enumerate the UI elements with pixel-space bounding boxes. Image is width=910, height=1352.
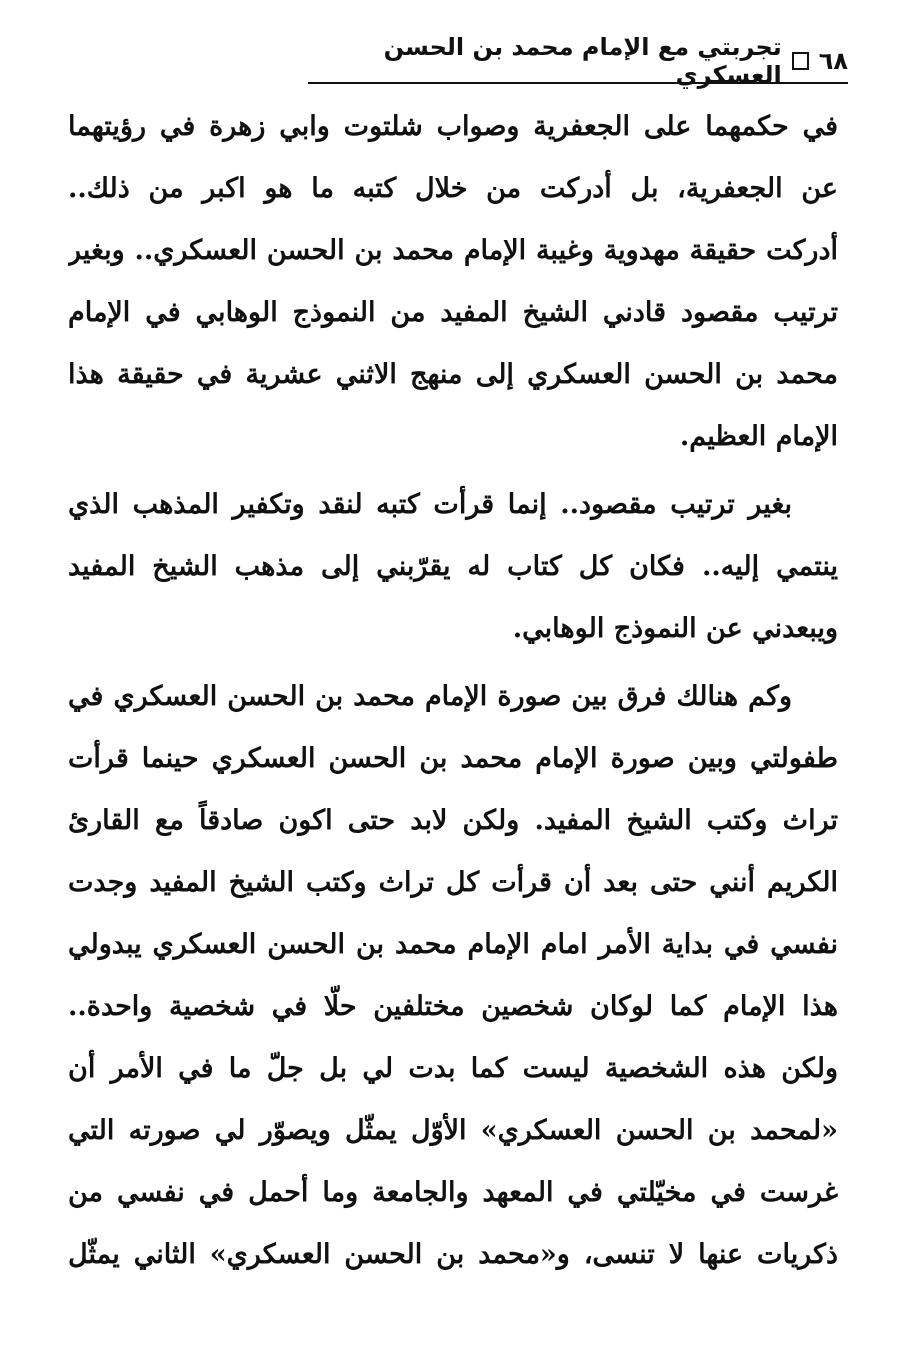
text-line: الإمام العظيم. bbox=[679, 421, 838, 452]
running-header bbox=[308, 33, 848, 89]
page-number: ٦٨ bbox=[818, 47, 848, 75]
text-line: «لمحمد بن الحسن العسكري» الأوّل يمثّل ويصوّر لي صورته التي bbox=[68, 1115, 838, 1146]
text-line: الكريم أنني حتى بعد أن قرأت كل تراث وكتب الشيخ المفيد وجدت bbox=[68, 867, 838, 898]
text-line: هذا الإمام كما لوكان شخصين مختلفين حلّا في شخصية واحدة.. bbox=[68, 991, 838, 1022]
text-line: تراث وكتب الشيخ المفيد. ولكن لابد حتى اكون صادقاً مع القارئ bbox=[68, 805, 838, 836]
text-line: ويبعدني عن النموذج الوهابي. bbox=[512, 613, 838, 644]
text-line: نفسي في بداية الأمر امام الإمام محمد بن الحسن العسكري يبدولي bbox=[68, 929, 838, 960]
text-line: طفولتي وبين صورة الإمام محمد بن الحسن العسكري حينما قرأت bbox=[68, 743, 838, 774]
text-line: ينتمي إليه.. فكان كل كتاب له يقرّبني إلى مذهب الشيخ المفيد bbox=[68, 551, 838, 582]
text-line: ولكن هذه الشخصية ليست كما بدت لي بل جلّ ما في الأمر أن bbox=[68, 1053, 838, 1084]
text-line: غرست في مخيّلتي في المعهد والجامعة وما أحمل في نفسي من bbox=[68, 1177, 838, 1208]
running-header-title: تجربتي مع الإمام محمد بن الحسن العسكري bbox=[383, 33, 782, 89]
text-line: أدركت حقيقة مهدوية وغيبة الإمام محمد بن الحسن العسكري.. وبغير bbox=[68, 235, 838, 266]
square-ornament-icon bbox=[792, 52, 809, 70]
text-line: ترتيب مقصود قادني الشيخ المفيد من النموذج الوهابي في الإمام bbox=[68, 297, 838, 328]
text-line: ذكريات عنها لا تنسى، و«محمد بن الحسن العسكري» الثاني يمثّل bbox=[68, 1239, 838, 1270]
text-line: وكم هنالك فرق بين صورة الإمام محمد بن الحسن العسكري في bbox=[68, 681, 792, 712]
text-line: عن الجعفرية، بل أدركت من خلال كتبه ما هو اكبر من ذلك.. bbox=[68, 173, 838, 204]
body-text bbox=[68, 96, 838, 1286]
text-line: بغير ترتيب مقصود.. إنما قرأت كتبه لنقد وتكفير المذهب الذي bbox=[68, 489, 792, 520]
text-line: محمد بن الحسن العسكري إلى منهج الاثني عشرية في حقيقة هذا bbox=[68, 359, 838, 390]
text-line: في حكمهما على الجعفرية وصواب شلتوت وابي زهرة في رؤيتهما bbox=[68, 111, 838, 142]
